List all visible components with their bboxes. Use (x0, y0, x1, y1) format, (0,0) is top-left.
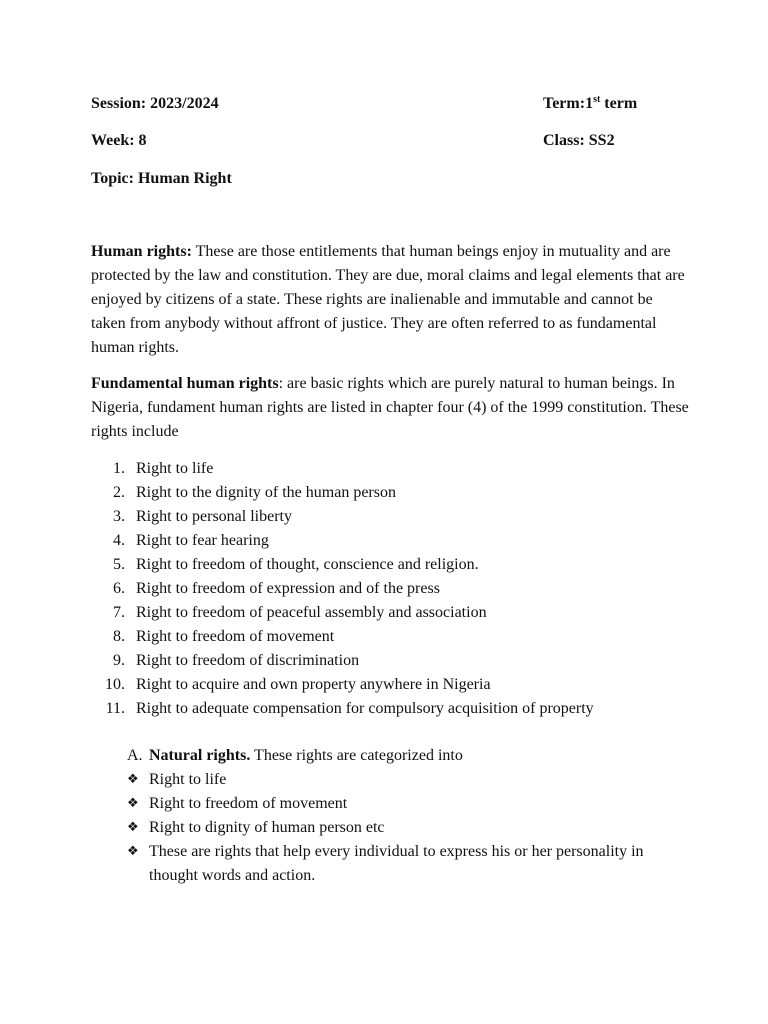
list-item (127, 840, 687, 888)
list-item-text: Right to freedom of expression and of the press (136, 580, 440, 597)
human-rights-paragraph (91, 240, 691, 360)
list-item-number: 10. (105, 676, 125, 693)
list-item-text: Right to the dignity of the human person (136, 484, 396, 501)
natural-rights-letter: A. (127, 747, 143, 764)
list-item (91, 481, 711, 505)
list-item-text: Right to life (149, 771, 227, 788)
list-item (91, 625, 711, 649)
list-item-number: 6. (113, 580, 125, 597)
list-item-text: These are rights that help every individual to express his or her personality in thought words and action. (149, 843, 644, 884)
session-label: Session: 2023/2024 (91, 95, 219, 112)
list-item-number: 11. (105, 700, 125, 717)
list-item-text: Right to freedom of movement (149, 795, 348, 812)
natural-rights-description: These rights are categorized into (250, 747, 463, 764)
list-item (127, 816, 687, 840)
list-item (91, 553, 711, 577)
list-item (127, 792, 687, 816)
list-item-number: 8. (113, 628, 125, 645)
class-label: Class: SS2 (543, 132, 615, 149)
list-item (91, 529, 711, 553)
list-item-text: Right to freedom of thought, conscience and religion. (136, 556, 479, 573)
list-item-text: Right to freedom of peaceful assembly and association (136, 604, 487, 621)
term-suffix: term (600, 95, 638, 112)
list-item-number: 4. (113, 532, 125, 549)
list-item-number: 1. (113, 460, 125, 477)
term-prefix: Term:1 (543, 95, 594, 112)
fundamental-rights-term: Fundamental human rights (91, 375, 279, 392)
diamond-bullet-icon: ❖ (127, 796, 139, 811)
fundamental-rights-definition: : are basic rights which are purely natural to human beings. In Nigeria, fundament human rights are listed in chapter four (4) of the 1999 constitution. These rights include (91, 375, 689, 440)
list-item (91, 649, 711, 673)
diamond-bullet-icon: ❖ (127, 772, 139, 787)
natural-rights-bullet-list (127, 768, 687, 888)
list-item (91, 577, 711, 601)
diamond-bullet-icon: ❖ (127, 820, 139, 835)
natural-rights-term: Natural rights. (149, 747, 251, 764)
list-item-text: Right to dignity of human person etc (149, 819, 385, 836)
list-item-text: Right to fear hearing (136, 532, 269, 549)
list-item-text: Right to adequate compensation for compulsory acquisition of property (136, 700, 594, 717)
list-item (91, 457, 711, 481)
human-rights-definition: These are those entitlements that human beings enjoy in mutuality and are protected by the law and constitution. They are due, moral claims and legal elements that are enjoyed by citizens of a state. These rights are inalienable and immutable and cannot be taken from anybody without affront of justice. They are often referred to as fundamental human rights. (91, 243, 685, 356)
list-item-text: Right to personal liberty (136, 508, 292, 525)
list-item-number: 5. (113, 556, 125, 573)
human-rights-term: Human rights: (91, 243, 192, 260)
list-item-text: Right to freedom of discrimination (136, 652, 360, 669)
natural-rights-heading (127, 744, 463, 768)
list-item-number: 3. (113, 508, 125, 525)
diamond-bullet-icon: ❖ (127, 844, 139, 859)
term-superscript: st (593, 94, 601, 105)
list-item (91, 505, 711, 529)
list-item-text: Right to freedom of movement (136, 628, 335, 645)
list-item-number: 9. (113, 652, 125, 669)
list-item (91, 601, 711, 625)
term-label (543, 94, 637, 114)
list-item (127, 768, 687, 792)
list-item-number: 2. (113, 484, 125, 501)
list-item (91, 673, 711, 697)
fundamental-rights-paragraph (91, 372, 691, 444)
list-item-text: Right to acquire and own property anywhere in Nigeria (136, 676, 491, 693)
week-label: Week: 8 (91, 132, 147, 149)
list-item (91, 697, 711, 721)
topic-label: Topic: Human Right (91, 170, 232, 187)
rights-numbered-list (91, 457, 711, 721)
list-item-number: 7. (113, 604, 125, 621)
list-item-text: Right to life (136, 460, 214, 477)
